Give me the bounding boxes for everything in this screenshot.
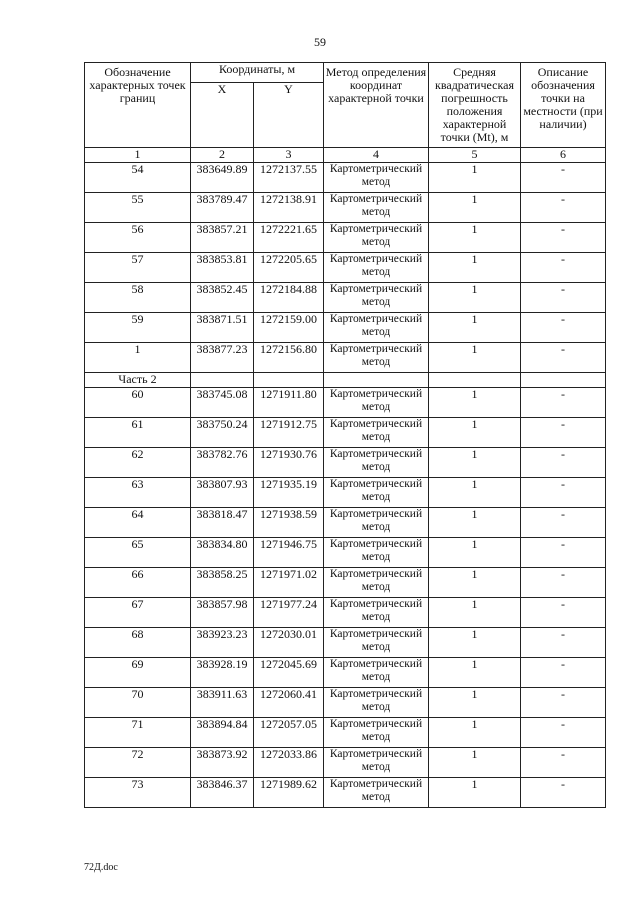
- y-coordinate-cell: 1271938.59: [254, 508, 324, 538]
- y-coordinate-cell: 1272138.91: [254, 193, 324, 223]
- page-number: 59: [314, 35, 326, 49]
- header-coordinates: Координаты, м: [191, 63, 324, 83]
- method-cell: Картометрический метод: [324, 748, 429, 778]
- column-number: 6: [521, 148, 606, 163]
- description-cell: -: [521, 628, 606, 658]
- y-coordinate-cell: 1272205.65: [254, 253, 324, 283]
- accuracy-cell: 1: [429, 748, 521, 778]
- x-coordinate-cell: 383857.21: [191, 223, 254, 253]
- x-coordinate-cell: 383894.84: [191, 718, 254, 748]
- method-cell: Картометрический метод: [324, 253, 429, 283]
- table-row: [85, 748, 606, 778]
- table-row: [85, 688, 606, 718]
- description-cell: -: [521, 418, 606, 448]
- point-id-cell: 69: [85, 658, 191, 688]
- table-row: [85, 163, 606, 193]
- empty-cell: [521, 373, 606, 388]
- y-coordinate-cell: 1272184.88: [254, 283, 324, 313]
- column-number: 5: [429, 148, 521, 163]
- table-row: [85, 388, 606, 418]
- point-id-cell: 63: [85, 478, 191, 508]
- part-label: Часть 2: [85, 373, 191, 388]
- header-designation: Обозначение характерных точек границ: [85, 63, 191, 148]
- point-id-cell: 59: [85, 313, 191, 343]
- y-coordinate-cell: 1272137.55: [254, 163, 324, 193]
- x-coordinate-cell: 383750.24: [191, 418, 254, 448]
- table-row: [85, 343, 606, 373]
- x-coordinate-cell: 383928.19: [191, 658, 254, 688]
- y-coordinate-cell: 1272030.01: [254, 628, 324, 658]
- table-row: [85, 223, 606, 253]
- point-id-cell: 64: [85, 508, 191, 538]
- column-number-row: [85, 148, 606, 163]
- method-cell: Картометрический метод: [324, 598, 429, 628]
- column-number: 4: [324, 148, 429, 163]
- point-id-cell: 60: [85, 388, 191, 418]
- y-coordinate-cell: 1271935.19: [254, 478, 324, 508]
- method-cell: Картометрический метод: [324, 418, 429, 448]
- point-id-cell: 73: [85, 778, 191, 808]
- table-row: [85, 418, 606, 448]
- description-cell: -: [521, 538, 606, 568]
- method-cell: Картометрический метод: [324, 448, 429, 478]
- point-id-cell: 1: [85, 343, 191, 373]
- x-coordinate-cell: 383911.63: [191, 688, 254, 718]
- description-cell: -: [521, 253, 606, 283]
- description-cell: -: [521, 343, 606, 373]
- x-coordinate-cell: 383834.80: [191, 538, 254, 568]
- y-coordinate-cell: 1272057.05: [254, 718, 324, 748]
- method-cell: Картометрический метод: [324, 388, 429, 418]
- point-id-cell: 68: [85, 628, 191, 658]
- y-coordinate-cell: 1271989.62: [254, 778, 324, 808]
- x-coordinate-cell: 383846.37: [191, 778, 254, 808]
- point-id-cell: 56: [85, 223, 191, 253]
- method-cell: Картометрический метод: [324, 568, 429, 598]
- point-id-cell: 70: [85, 688, 191, 718]
- accuracy-cell: 1: [429, 253, 521, 283]
- method-cell: Картометрический метод: [324, 193, 429, 223]
- point-id-cell: 65: [85, 538, 191, 568]
- table-body: [85, 163, 606, 808]
- description-cell: -: [521, 688, 606, 718]
- method-cell: Картометрический метод: [324, 628, 429, 658]
- accuracy-cell: 1: [429, 283, 521, 313]
- description-cell: -: [521, 568, 606, 598]
- y-coordinate-cell: 1271946.75: [254, 538, 324, 568]
- method-cell: Картометрический метод: [324, 688, 429, 718]
- point-id-cell: 67: [85, 598, 191, 628]
- x-coordinate-cell: 383852.45: [191, 283, 254, 313]
- coordinates-table: [84, 62, 606, 808]
- empty-cell: [324, 373, 429, 388]
- method-cell: Картометрический метод: [324, 778, 429, 808]
- description-cell: -: [521, 283, 606, 313]
- x-coordinate-cell: 383858.25: [191, 568, 254, 598]
- point-id-cell: 57: [85, 253, 191, 283]
- point-id-cell: 54: [85, 163, 191, 193]
- y-coordinate-cell: 1272045.69: [254, 658, 324, 688]
- y-coordinate-cell: 1272156.80: [254, 343, 324, 373]
- empty-cell: [429, 373, 521, 388]
- table-row: [85, 253, 606, 283]
- table-row: [85, 313, 606, 343]
- empty-cell: [191, 373, 254, 388]
- accuracy-cell: 1: [429, 388, 521, 418]
- description-cell: -: [521, 388, 606, 418]
- accuracy-cell: 1: [429, 628, 521, 658]
- y-coordinate-cell: 1272159.00: [254, 313, 324, 343]
- empty-cell: [254, 373, 324, 388]
- part-row: [85, 373, 606, 388]
- method-cell: Картометрический метод: [324, 478, 429, 508]
- x-coordinate-cell: 383745.08: [191, 388, 254, 418]
- y-coordinate-cell: 1271911.80: [254, 388, 324, 418]
- description-cell: -: [521, 313, 606, 343]
- x-coordinate-cell: 383877.23: [191, 343, 254, 373]
- accuracy-cell: 1: [429, 688, 521, 718]
- point-id-cell: 61: [85, 418, 191, 448]
- x-coordinate-cell: 383857.98: [191, 598, 254, 628]
- description-cell: -: [521, 193, 606, 223]
- accuracy-cell: 1: [429, 508, 521, 538]
- accuracy-cell: 1: [429, 193, 521, 223]
- method-cell: Картометрический метод: [324, 343, 429, 373]
- method-cell: Картометрический метод: [324, 718, 429, 748]
- x-coordinate-cell: 383782.76: [191, 448, 254, 478]
- description-cell: -: [521, 478, 606, 508]
- table-row: [85, 658, 606, 688]
- point-id-cell: 72: [85, 748, 191, 778]
- point-id-cell: 58: [85, 283, 191, 313]
- column-number: 1: [85, 148, 191, 163]
- accuracy-cell: 1: [429, 448, 521, 478]
- y-coordinate-cell: 1272221.65: [254, 223, 324, 253]
- x-coordinate-cell: 383873.92: [191, 748, 254, 778]
- column-number: 3: [254, 148, 324, 163]
- accuracy-cell: 1: [429, 778, 521, 808]
- accuracy-cell: 1: [429, 538, 521, 568]
- column-number: 2: [191, 148, 254, 163]
- method-cell: Картометрический метод: [324, 313, 429, 343]
- y-coordinate-cell: 1271971.02: [254, 568, 324, 598]
- accuracy-cell: 1: [429, 418, 521, 448]
- table-row: [85, 628, 606, 658]
- table-row: [85, 448, 606, 478]
- method-cell: Картометрический метод: [324, 283, 429, 313]
- description-cell: -: [521, 448, 606, 478]
- table-row: [85, 478, 606, 508]
- x-coordinate-cell: 383853.81: [191, 253, 254, 283]
- point-id-cell: 66: [85, 568, 191, 598]
- y-coordinate-cell: 1271977.24: [254, 598, 324, 628]
- table-row: [85, 538, 606, 568]
- table-row: [85, 598, 606, 628]
- method-cell: Картометрический метод: [324, 658, 429, 688]
- accuracy-cell: 1: [429, 658, 521, 688]
- description-cell: -: [521, 778, 606, 808]
- method-cell: Картометрический метод: [324, 163, 429, 193]
- header-x: X: [191, 83, 254, 148]
- method-cell: Картометрический метод: [324, 538, 429, 568]
- table-row: [85, 283, 606, 313]
- table-row: [85, 718, 606, 748]
- table-row: [85, 568, 606, 598]
- footer-filename: 72Д.doc: [84, 862, 118, 873]
- x-coordinate-cell: 383871.51: [191, 313, 254, 343]
- accuracy-cell: 1: [429, 598, 521, 628]
- header-y: Y: [254, 83, 324, 148]
- accuracy-cell: 1: [429, 163, 521, 193]
- point-id-cell: 55: [85, 193, 191, 223]
- y-coordinate-cell: 1271912.75: [254, 418, 324, 448]
- description-cell: -: [521, 223, 606, 253]
- x-coordinate-cell: 383923.23: [191, 628, 254, 658]
- header-accuracy: Средняя квадратическая погрешность положения характерной точки (Mt), м: [429, 63, 521, 148]
- accuracy-cell: 1: [429, 343, 521, 373]
- description-cell: -: [521, 748, 606, 778]
- method-cell: Картометрический метод: [324, 223, 429, 253]
- description-cell: -: [521, 508, 606, 538]
- y-coordinate-cell: 1272060.41: [254, 688, 324, 718]
- x-coordinate-cell: 383818.47: [191, 508, 254, 538]
- description-cell: -: [521, 658, 606, 688]
- table-row: [85, 508, 606, 538]
- point-id-cell: 71: [85, 718, 191, 748]
- method-cell: Картометрический метод: [324, 508, 429, 538]
- accuracy-cell: 1: [429, 478, 521, 508]
- x-coordinate-cell: 383807.93: [191, 478, 254, 508]
- point-id-cell: 62: [85, 448, 191, 478]
- header-method: Метод определения координат характерной точки: [324, 63, 429, 148]
- table-row: [85, 778, 606, 808]
- accuracy-cell: 1: [429, 568, 521, 598]
- table-row: [85, 193, 606, 223]
- accuracy-cell: 1: [429, 718, 521, 748]
- description-cell: -: [521, 718, 606, 748]
- y-coordinate-cell: 1271930.76: [254, 448, 324, 478]
- x-coordinate-cell: 383649.89: [191, 163, 254, 193]
- description-cell: -: [521, 598, 606, 628]
- description-cell: -: [521, 163, 606, 193]
- y-coordinate-cell: 1272033.86: [254, 748, 324, 778]
- header-description: Описание обозначения точки на местности (при наличии): [521, 63, 606, 148]
- x-coordinate-cell: 383789.47: [191, 193, 254, 223]
- accuracy-cell: 1: [429, 313, 521, 343]
- accuracy-cell: 1: [429, 223, 521, 253]
